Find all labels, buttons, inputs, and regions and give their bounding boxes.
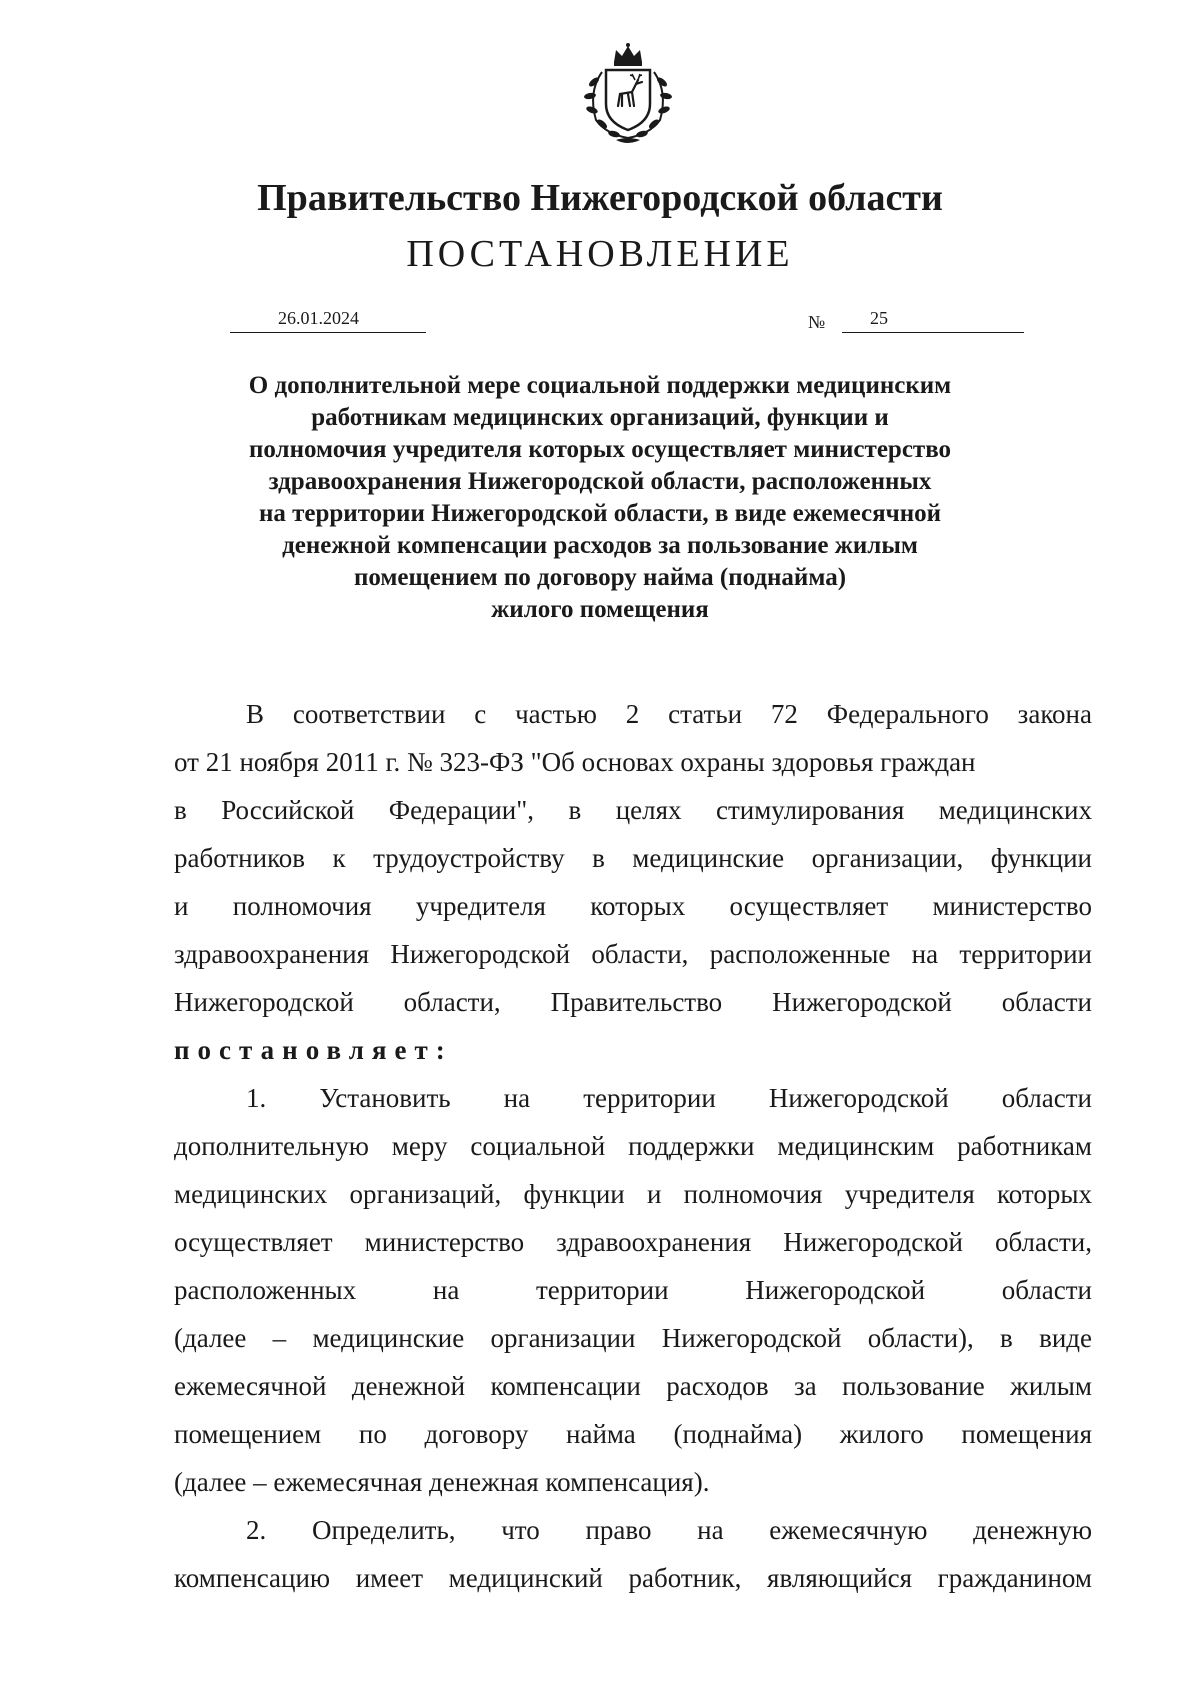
resolves-word: постановляет: <box>174 1035 453 1065</box>
item1-line: 1. Установить на территории Нижегородской области <box>246 1083 1092 1113</box>
subject-line: помещением по договору найма (поднайма) <box>353 564 847 591</box>
date-field <box>230 306 426 333</box>
item1-line: (далее – ежемесячная денежная компенсация). <box>174 1467 710 1497</box>
subject-line: здравоохранения Нижегородской области, расположенных <box>268 468 932 495</box>
preamble-line: Нижегородской области, Правительство Нижегородской области <box>174 987 1092 1017</box>
subject-line: работникам медицинских организаций, функции и <box>311 404 889 431</box>
subject-line: денежной компенсации расходов за пользование жилым <box>282 532 918 559</box>
item1-line: помещением по договору найма (поднайма) жилого помещения <box>174 1419 1092 1449</box>
organization-title: Правительство Нижегородской области <box>257 177 943 219</box>
preamble-line: здравоохранения Нижегородской области, расположенные на территории <box>174 939 1092 969</box>
subject-line: О дополнительной мере социальной поддержки медицинским <box>248 372 952 399</box>
item1-line: дополнительную меру социальной поддержки медицинским работникам <box>174 1131 1092 1161</box>
subject-line: жилого помещения <box>491 596 709 623</box>
preamble-line: и полномочия учредителя которых осуществляет министерство <box>174 891 1092 921</box>
item1-line: осуществляет министерство здравоохранения Нижегородской области, <box>174 1227 1092 1257</box>
document-type: ПОСТАНОВЛЕНИЕ <box>406 233 794 275</box>
preamble-line: В соответствии с частью 2 статьи 72 Федерального закона <box>246 699 1092 729</box>
item2-line: компенсацию имеет медицинский работник, являющийся гражданином <box>174 1563 1092 1593</box>
document-subject <box>180 370 1020 626</box>
item1-line: ежемесячной денежной компенсации расходов за пользование жилым <box>174 1371 1092 1401</box>
document-body <box>174 690 1092 1602</box>
number-sign: № <box>808 312 826 332</box>
coat-of-arms-icon <box>572 42 684 146</box>
subject-line: полномочия учредителя которых осуществляет министерство <box>248 436 952 463</box>
date-value: 26.01.2024 <box>278 308 359 328</box>
number-value: 25 <box>870 308 888 328</box>
number-field <box>842 306 1024 333</box>
item2-line: 2. Определить, что право на ежемесячную денежную <box>246 1515 1092 1545</box>
subject-line: на территории Нижегородской области, в виде ежемесячной <box>258 500 942 527</box>
preamble-line: от 21 ноября 2011 г. № 323-ФЗ "Об основах охраны здоровья граждан <box>174 747 976 777</box>
preamble-line: работников к трудоустройству в медицинские организации, функции <box>174 843 1092 873</box>
item1-line: (далее – медицинские организации Нижегородской области), в виде <box>174 1323 1092 1353</box>
item1-line: медицинских организаций, функции и полномочия учредителя которых <box>174 1179 1092 1209</box>
preamble-line: в Российской Федерации", в целях стимулирования медицинских <box>174 795 1092 825</box>
item1-line: расположенных на территории Нижегородской области <box>174 1275 1092 1305</box>
